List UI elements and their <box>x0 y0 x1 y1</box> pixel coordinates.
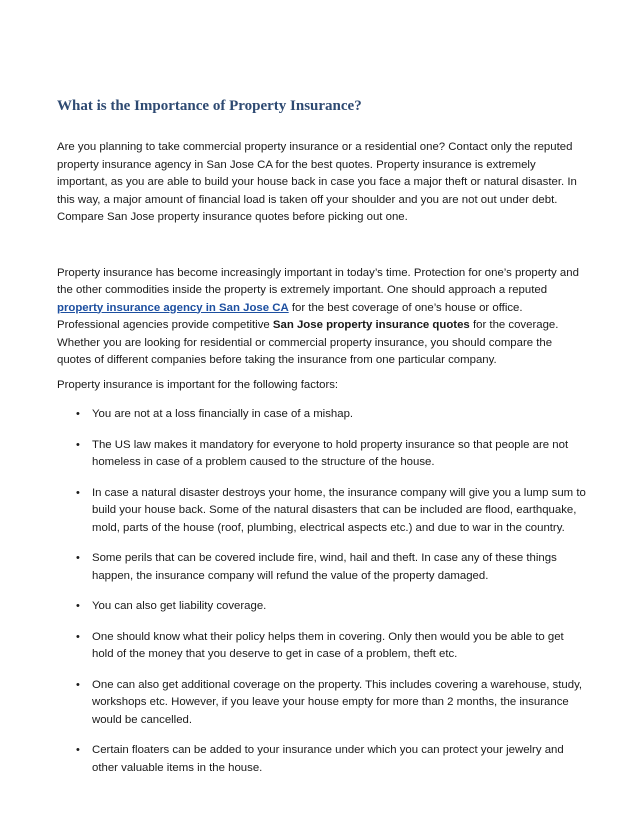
bullet-icon: • <box>76 600 80 612</box>
list-item-text: One can also get additional coverage on the property. This includes covering a warehouse, study, workshops etc. However, if you leave your house empty for more than 2 months, the insurance would be cancelled. <box>92 678 583 726</box>
list-item-text: One should know what their policy helps them in covering. Only then would you be able to get hold of the money that you deserve to get in case of a problem, theft etc. <box>92 630 564 660</box>
bullet-icon: • <box>76 438 80 451</box>
paragraph-text: for the best coverage of one’s house or office. Professional agencies provide competitive <box>57 301 523 331</box>
list-item <box>57 437 587 472</box>
agency-link[interactable]: property insurance agency in San Jose CA <box>57 301 289 314</box>
bullet-icon: • <box>76 744 80 756</box>
factor-list <box>57 406 587 777</box>
bullet-icon: • <box>76 552 80 564</box>
list-item-text: You can also get liability coverage. <box>92 600 267 612</box>
bullet-icon: • <box>76 408 80 420</box>
list-item-text: In case a natural disaster destroys your home, the insurance company will give you a lump sum to build your house back. Some of the natural disasters that can be included are flood, earthquake, mold, parts of the house (roof, plumbing, electrical aspects etc.) and due to war in the country. <box>92 486 586 534</box>
intro-paragraph: Are you planning to take commercial property insurance or a residential one? Contact only the reputed property insurance agency in San Jose CA for the best quotes. Property insurance is extremely important, as you are able to build your house back in case you face a major theft or natural disaster. In this way, a major amount of financial load is taken off your shoulder and you are not out under debt. Compare San Jose property insurance quotes before picking out one. <box>57 141 577 223</box>
list-item <box>57 598 587 616</box>
list-item <box>57 406 587 424</box>
list-item <box>57 677 587 730</box>
bold-phrase: San Jose property insurance quotes <box>272 319 470 331</box>
page-title: What is the Importance of Property Insurance? <box>57 98 362 114</box>
list-item <box>57 742 587 777</box>
body-paragraph <box>57 265 587 370</box>
list-item <box>57 629 587 664</box>
document-page <box>57 96 587 790</box>
paragraph-text: for the coverage. Whether you are looking for residential or commercial property insurance, you should compare the quotes of different companies before taking the insurance from one particular company. <box>57 319 559 366</box>
list-item <box>57 550 587 585</box>
list-item-text: The US law makes it mandatory for everyone to hold property insurance so that people are not homeless in case of a problem caused to the structure of the house. <box>92 438 569 468</box>
paragraph-text: Property insurance has become increasingly important in today’s time. Protection for one’s property and the other commodities inside the property is extremely important. One should approach a reputed <box>57 266 579 296</box>
bullet-icon: • <box>76 630 80 643</box>
list-item-text: You are not at a loss financially in case of a mishap. <box>92 408 354 420</box>
list-intro: Property insurance is important for the following factors: <box>57 378 339 391</box>
bullet-icon: • <box>76 486 80 499</box>
list-item <box>57 485 587 538</box>
bullet-icon: • <box>76 678 80 691</box>
list-item-text: Some perils that can be covered include fire, wind, hail and theft. In case any of these things happen, the insurance company will refund the value of the property damaged. <box>92 552 557 582</box>
list-item-text: Certain floaters can be added to your insurance under which you can protect your jewelry and other valuable items in the house. <box>92 744 564 774</box>
